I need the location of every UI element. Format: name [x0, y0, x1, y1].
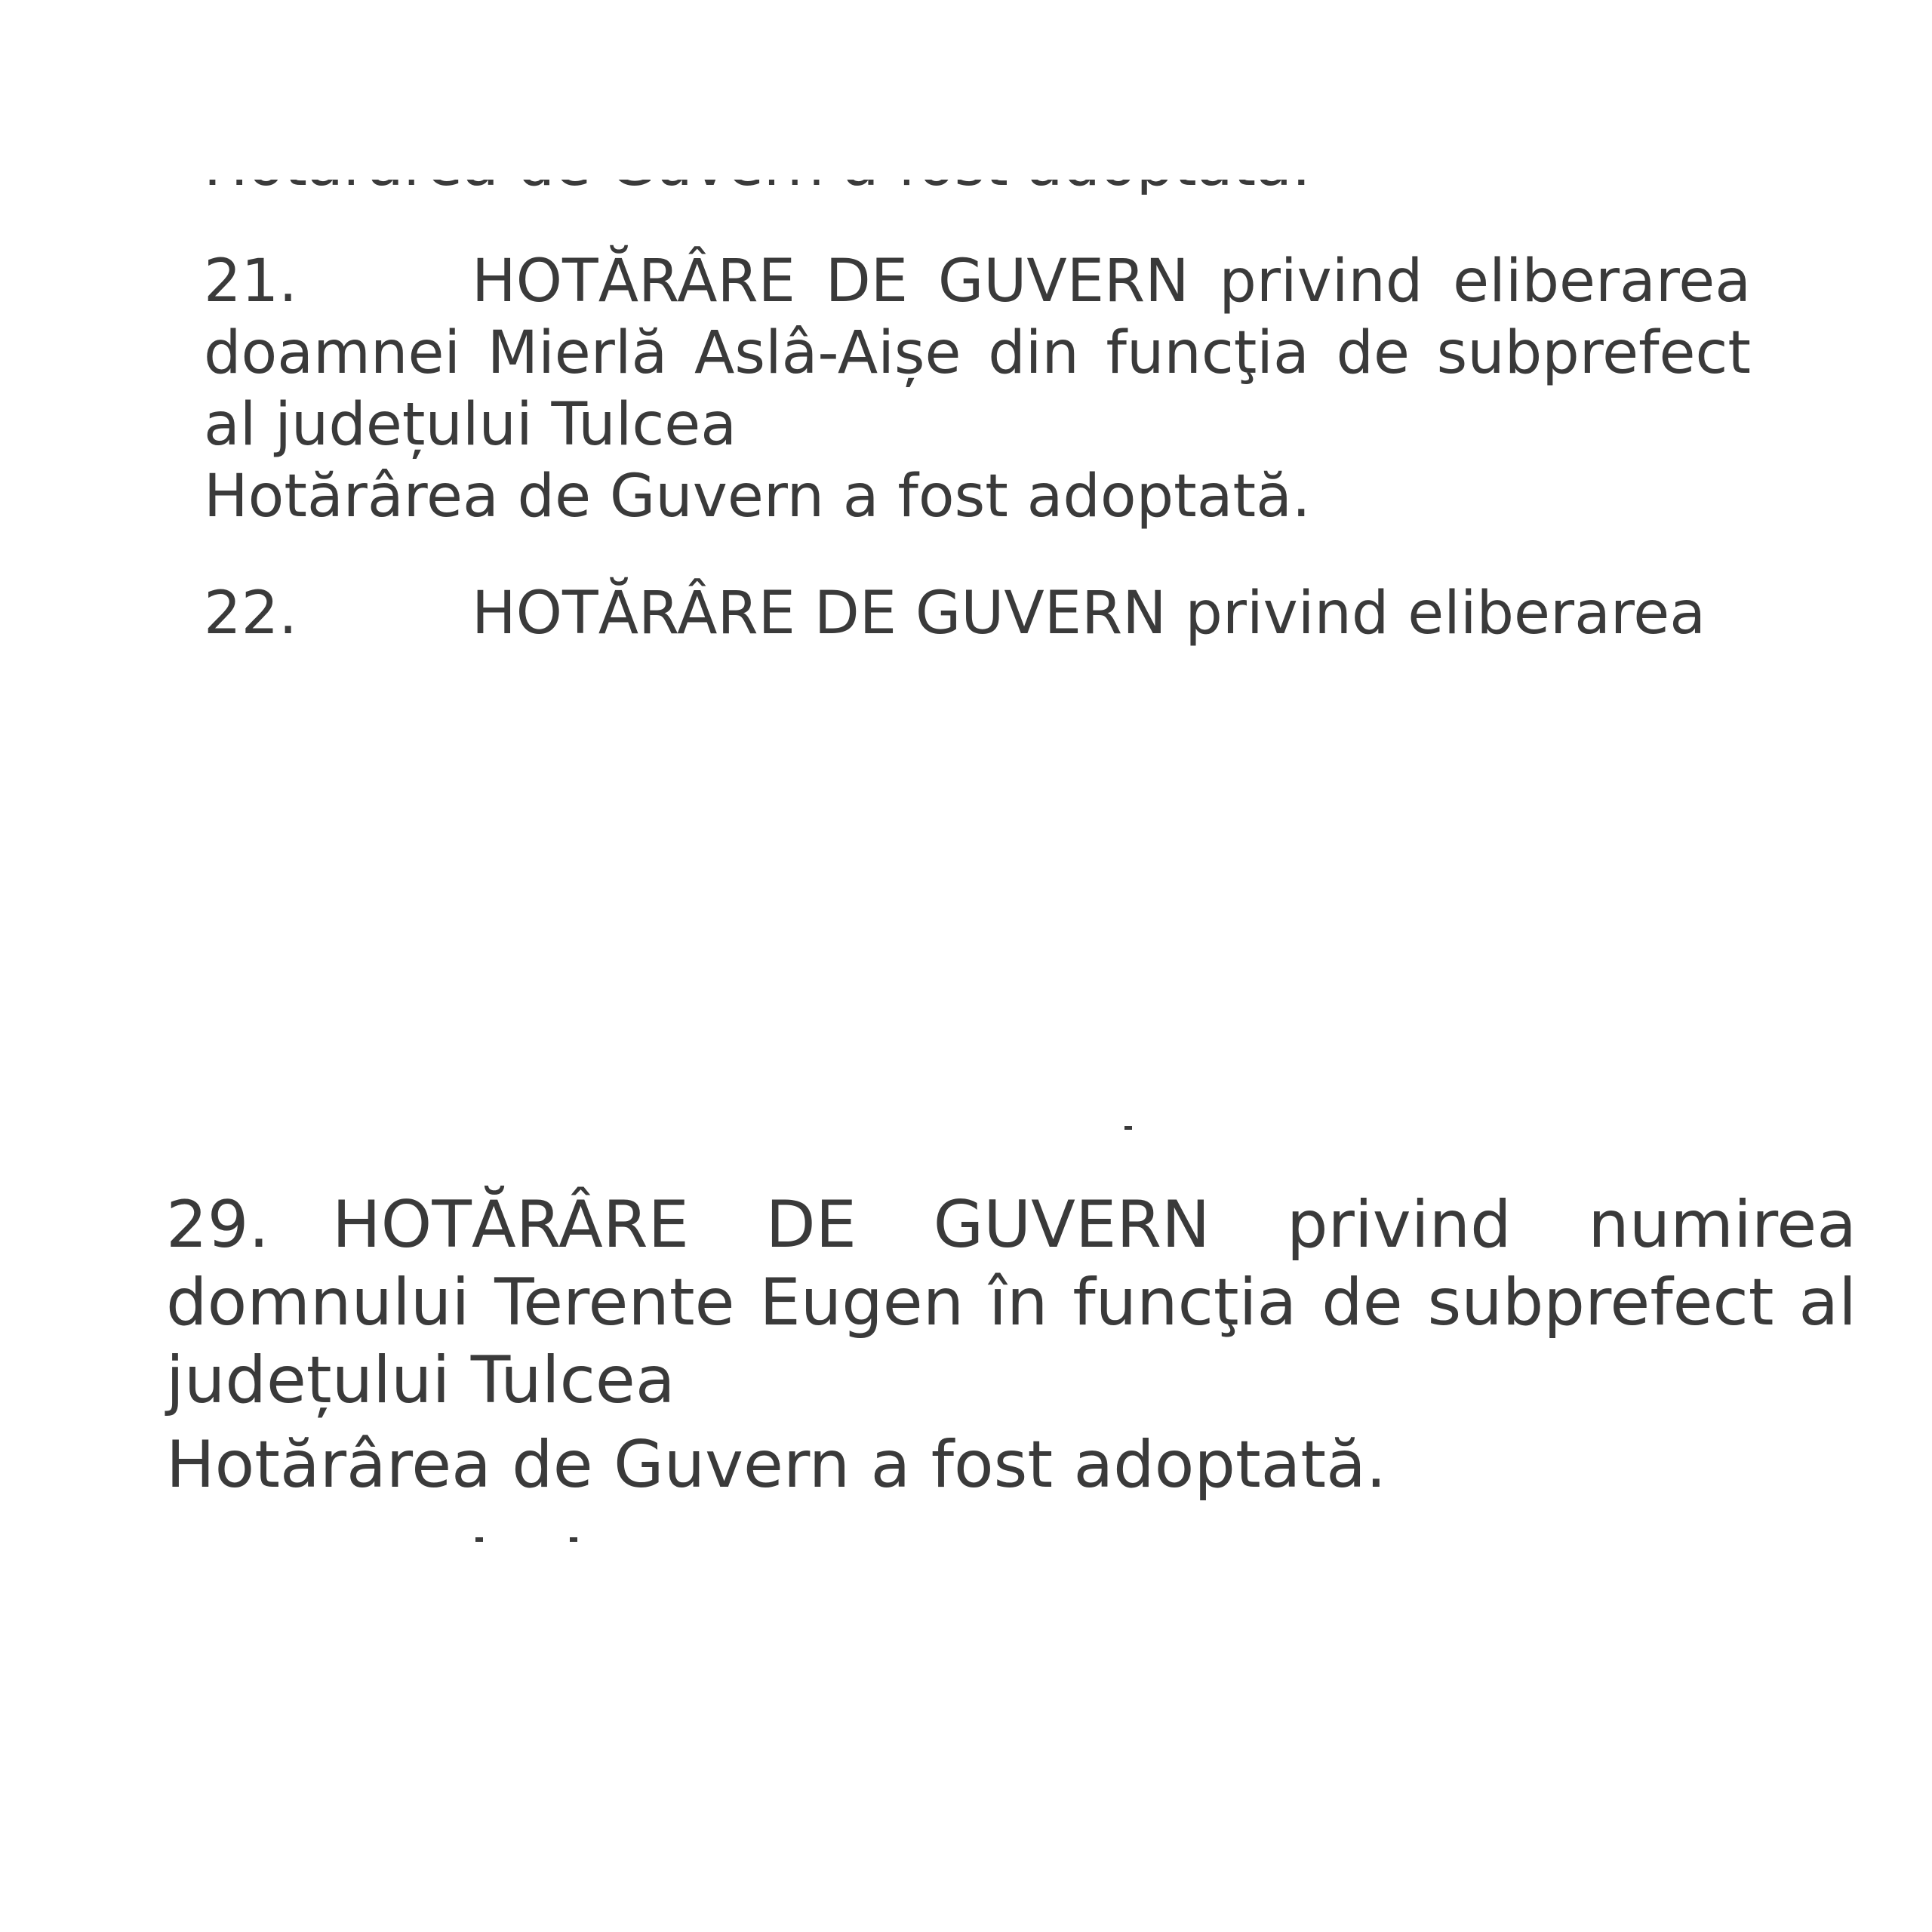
- document-fragment-bottom: [151, 1117, 1879, 1555]
- clipped-item-number: 22.: [204, 580, 298, 648]
- decision-item-21: [204, 246, 1751, 461]
- clipped-line-below: [204, 578, 1751, 650]
- stray-mark: [570, 1537, 577, 1542]
- decision-result-21: Hotărârea de Guvern a fost adoptată.: [204, 463, 1311, 531]
- clip-mask-gap: [189, 195, 1781, 240]
- item-text: HOTĂRÂRE DE GUVERN privind numirea domnului Terente Eugen în funcţia de subprefect al județului Tulcea: [166, 1187, 1857, 1418]
- stray-mark: [475, 1537, 483, 1542]
- item-number: 21.: [204, 248, 298, 315]
- decision-result-29: Hotărârea de Guvern a fost adoptată.: [166, 1427, 1387, 1503]
- decision-item-29: [166, 1186, 1857, 1420]
- document-fragment-top: [189, 0, 1781, 648]
- stray-mark: [1124, 1126, 1132, 1130]
- clip-mask-top: [189, 0, 1781, 180]
- item-number: 29.: [166, 1187, 269, 1263]
- clipped-item-text: HOTĂRÂRE DE GUVERN privind eliberarea: [472, 580, 1706, 648]
- item-text: HOTĂRÂRE DE GUVERN privind eliberarea doamnei Mierlă Aslâ-Aișe din funcţia de subprefect al județului Tulcea: [204, 248, 1751, 459]
